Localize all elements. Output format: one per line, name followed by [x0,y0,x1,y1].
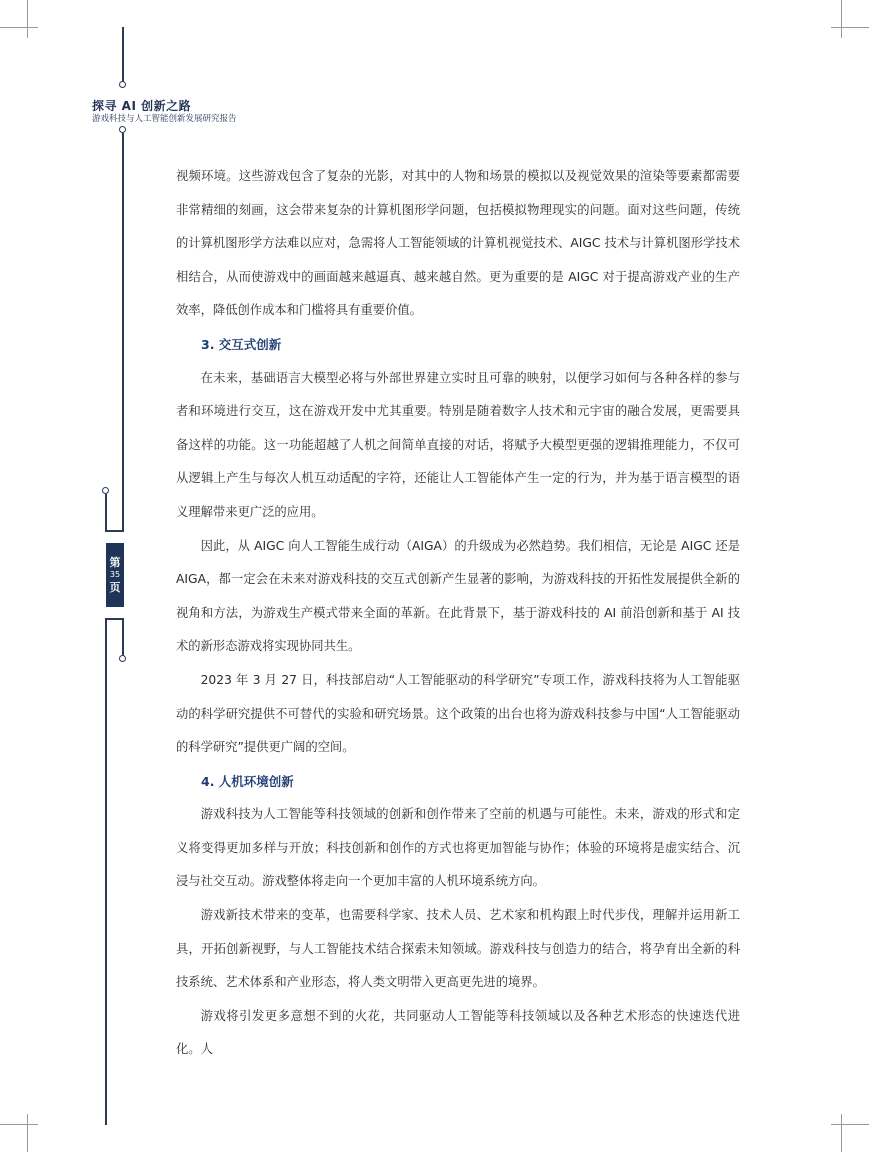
crop-mark-top-left-h [0,27,38,28]
guide-dot-under-header [119,126,126,133]
guide-bracket-upper-bottom [105,530,124,532]
crop-mark-top-left-v [27,0,28,38]
guide-dot-left-upper [102,487,109,494]
document-subtitle: 游戏科技与人工智能创新发展研究报告 [92,114,237,124]
paragraph: 因此，从 AIGC 向人工智能生成行动（AIGA）的升级成为必然趋势。我们相信，无论是 AIGC 还是 AIGA，都一定会在未来对游戏科技的交互式创新产生显著的影响，为游戏科技的开拓性发展提供全新的视角和方法，为游戏生产模式带来全面的革新。在此背景下，基于游戏科技的 AI 前沿创新和基于 AI 技术的新形态游戏将实现协同共生。 [176,538,740,654]
crop-mark-bottom-left-h [0,1124,38,1125]
paragraph: 游戏将引发更多意想不到的火花，共同驱动人工智能等科技领域以及各种艺术形态的快速迭代进化。人 [176,1008,740,1057]
crop-mark-bottom-right-h [831,1124,869,1125]
guide-dot-right-lower [119,655,126,662]
crop-mark-top-right-h [831,27,869,28]
page-number: 35 [109,570,121,579]
guide-line-top [122,27,124,83]
page-number-tab [106,543,124,607]
guide-bracket-lower-right [122,618,124,656]
paragraph: 在未来，基础语言大模型必将与外部世界建立实时且可靠的映射，以便学习如何与各种各样的参与者和环境进行交互，这在游戏开发中尤其重要。特别是随着数字人技术和元宇宙的融合发展，更需要具备这样的功能。这一功能超越了人机之间简单直接的对话，将赋予大模型更强的逻辑推理能力，不仅可从逻辑上产生与每次人机互动适配的字符，还能让人工智能体产生一定的行为，并为基于语言模型的语义理解带来更广泛的应用。 [176,370,740,519]
document-title: 探寻 AI 创新之路 [92,99,192,113]
paragraph-continued: 视频环境。这些游戏包含了复杂的光影，对其中的人物和场景的模拟以及视觉效果的渲染等要素都需要非常精细的刻画，这会带来复杂的计算机图形学问题，包括模拟物理现实的问题。面对这些问题，传统的计算机图形学方法难以应对，急需将人工智能领域的计算机视觉技术、AIGC 技术与计算机图形学技术相结合，从而使游戏中的画面越来越逼真、越来越自然。更为重要的是 AIGC 对于提高游戏产业的生产效率，降低创作成本和门槛将具有重要价值。 [176,169,740,318]
page-body [176,160,740,1067]
section-heading-interactive-innovation: 3. 交互式创新 [201,336,282,352]
guide-dot-top [119,81,126,88]
crop-mark-bottom-left-v [27,1114,28,1152]
paragraph: 游戏科技为人工智能等科技领域的创新和创作带来了空前的机遇与可能性。未来，游戏的形式和定义将变得更加多样与开放；科技创新和创作的方式也将更加智能与协作；体验的环境将是虚实结合、沉浸与社交互动。游戏整体将走向一个更加丰富的人机环境系统方向。 [176,807,740,889]
paragraph: 游戏新技术带来的变革，也需要科学家、技术人员、艺术家和机构跟上时代步伐，理解并运用新工具，开拓创新视野，与人工智能技术结合探索未知领域。游戏科技与创造力的结合，将孕育出全新的科技系统、艺术体系和产业形态，将人类文明带入更高更先进的境界。 [176,908,740,990]
paragraph: 2023 年 3 月 27 日，科技部启动“人工智能驱动的科学研究”专项工作，游戏科技将为人工智能驱动的科学研究提供不可替代的实验和研究场景。这个政策的出台也将为游戏科技参与中国“人工智能驱动的科学研究”提供更广阔的空间。 [176,672,740,755]
guide-line-middle [122,133,124,531]
page-tab-prefix: 第 [109,556,121,569]
section-heading-human-machine-environment: 4. 人机环境创新 [201,773,294,789]
guide-line-bottom [105,620,107,1125]
guide-bracket-upper-left [105,494,107,532]
crop-mark-top-right-v [841,0,842,38]
crop-mark-bottom-right-v [841,1114,842,1152]
page-tab-suffix: 页 [109,581,121,594]
